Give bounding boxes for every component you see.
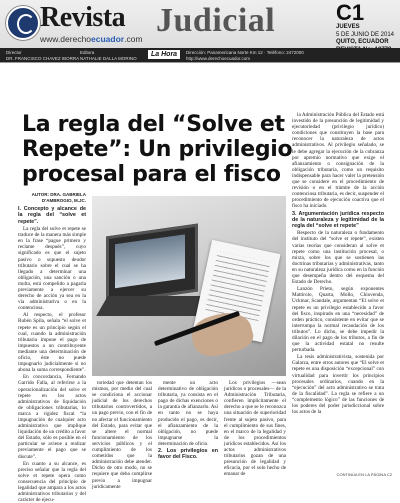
la-hora-logo: La Hora (148, 50, 180, 59)
edition-city: QUITO, ECUADOR (336, 39, 389, 45)
article-photo (92, 196, 286, 376)
brand-judicial: Judicial (156, 2, 276, 39)
article-column-1 (18, 192, 86, 503)
director-label: Director (6, 50, 22, 55)
article-column-5 (292, 112, 384, 472)
web-line: http://www.derechoecuador.com (186, 55, 251, 61)
section-heading: 3. Argumentación jurídica respecto de la naturaleza y legitimidad de la regla del “solve et repete” (292, 210, 384, 230)
paragraph: la Administración Pública del Estado está investido de la presunción de legitimidad y ejecutoriedad (privilegio jurídico) condiciones que constituyen la base para reconocer la naturaleza de actos administrativos. Al privilegio señalado, se le debe agregar la ejecución de la cobranza por apremio normativo que exige el afianzamiento o consignación de la obligación tributaria, como un requisito indispensable para hacer valer la pretensión que se considere en el procedimiento de revisión o en el trámite de la acción contenciosa tributaria, es decir, suspender el procedimiento de ejecución coactiva que el fisco ha iniciado. (292, 112, 384, 210)
section-heading: 2. Los privilegios en favor del Fisco. (158, 448, 218, 461)
paragraph: toriedad que detentan los mismos, por medio del cual se condiciona el accionar judicial de los derechos tributarios controvertidos, a un pago previo, con el fin de no afectar el funcionamiento del Estado, para evitar que se altere el normal funcionamiento de los servicios públicos y el cumplimiento de los cometidos que la administración debe atender. Dicho de otro modo, no se requiere que deba cumplirse previo a impugnar jurídicamente (92, 380, 152, 490)
revista-logo-icon (6, 6, 40, 40)
continuation-note: CONTINÚA EN LA PÁGINA C2 (336, 472, 392, 477)
edition-info (336, 2, 396, 54)
article-column-4 (224, 380, 286, 478)
paragraph: La regla del solve et repete se traduce de la manera más simple en la frase “pague primero y reclame después”, cuyo significado es que el sujeto pasivo o supuesto deudor tributario sobre el cual se ha llegado a determinar una obligación, una sanción o una multa, está compelido a pagarla previamente a ejercer su derecho de acción ya sea en la vía administrativa o en la contenciosa. (18, 226, 86, 312)
paragraph: mente un acto determinativo de obligación tributaria, ya consista en el pago de dichas exenciones o la garantía de afianzarlo. Así en tanto no se haya producido el pago, es decir, el afianzamiento de la obligación, no puede impugnarse la determinación de oficio. (158, 380, 218, 447)
article-headline: La regla del “Solve et Repete”: Un privilegio procesal para el fisco (22, 112, 293, 187)
paragraph: Lanzón Prieto, según exponentes Mattirolo, Quarta, Mollo, Chiovenda, Uckmar, Scandale, argumentan “El solve et repete es un privilegio establecido a favor del fisco, inspirado en una “necesidad” de orden práctico, consistente en evitar que se interrumpa la normal recaudación de los tributos”. Lo dicho, se debe impedir la dilación en el pago de los tributos, a fin de que la actividad estatal no resulte perturbada. (292, 286, 384, 354)
author-byline: AUTOR: DRA. GABRIELA D'AMBROGIO, M.JC. (31, 192, 86, 204)
laptop-screen (106, 224, 198, 305)
director-name: DR. FRANCISCO CHAVEZ IBORRA (6, 55, 80, 61)
paragraph: En cuanto a su alcance, es preciso señalar que la regla del solve et repete opera como consecuencia del principio de legalidad que ampara a los actos administrativos tributarios y del carácter de ejecu- (18, 460, 86, 503)
brand-revista: Revista (40, 2, 126, 33)
editor-name: NATHALIE DALLA MORINO (80, 55, 137, 61)
paragraph: Los privilegios —sean jurídicos o procesales— de la Administración Tributaria, confieren implícitamente el derecho a que se le reconozca una situación de superioridad frente al sujeto pasivo, para el cumplimiento de sus fines, en el marco de la legalidad y de los procedimientos jurídicos establecidos. Así los actos administrativos tributarios gozan de una presunción de legalidad y eficacia, por el solo hecho de emanar de (224, 380, 286, 478)
brand-url[interactable]: www.derechoecuador.com (40, 34, 143, 44)
paragraph: Respecto de la naturaleza o fundamento del instituto del “solve et repete”, existen varias teorías que consideran al solve et repete como una institución procesal, o mixta, sobre los que se sostienen las doctrinas tributarias y administrativas, tanto en su naturaleza jurídica como en la función que desempeña dentro del esquema del Estado de Derecho. (292, 230, 384, 286)
editor-label: Editora (80, 50, 95, 55)
paragraph: La tesis administrativista, sostenida por Galarza, entre otros autores que “El solve et repete es una disposición “excepcional” con virtualidad para invertir los principios procesales ordinarios, cuando en la “ejecución” del acto administrativo se trata de la fiscalidad”. La regla se refiere a un “complemento lógico” de las funciones de los poderes del poder jurisdiccional sobre los actos de la (292, 354, 384, 416)
paragraph: Al respecto, el profesor Rubén Spila, señala “el solve et repete es un principio según el cual, cuando la administración tributaria impone el pago de impuestos a un contribuyente mediante una determinación de oficio, éste no puede impugnarlo judicialmente si no abona la suma correspondiente”. (18, 312, 86, 374)
article-column-2 (92, 380, 152, 490)
masthead-strip (0, 48, 400, 62)
edition-day: JUEVES (336, 24, 360, 30)
edition-date: 5 DE JUNIO DE 2014 (336, 31, 395, 38)
section-heading: I. Concepto y alcance de la regla del “solve et repete”. (18, 206, 86, 225)
paragraph: En concordancia, Fernando Garrido Falla, al referirse a la operacionalización del solve et repete en los actos administrativos de liquidación de obligaciones tributarias, lo marca a rigidez fiscal “la impugnación de cualquier acto administrativo que implique liquidación de un crédito a favor del Estado, sólo es posible en el particular se aviene a realizar previamente el pago que se discute”. (18, 374, 86, 460)
masthead (0, 0, 400, 63)
article-column-3 (158, 380, 218, 472)
contact-line: Dirección: Panamericana Norte Km 12 · Teléfono: 2472000 (186, 50, 304, 55)
section-code: C1 (336, 0, 365, 25)
